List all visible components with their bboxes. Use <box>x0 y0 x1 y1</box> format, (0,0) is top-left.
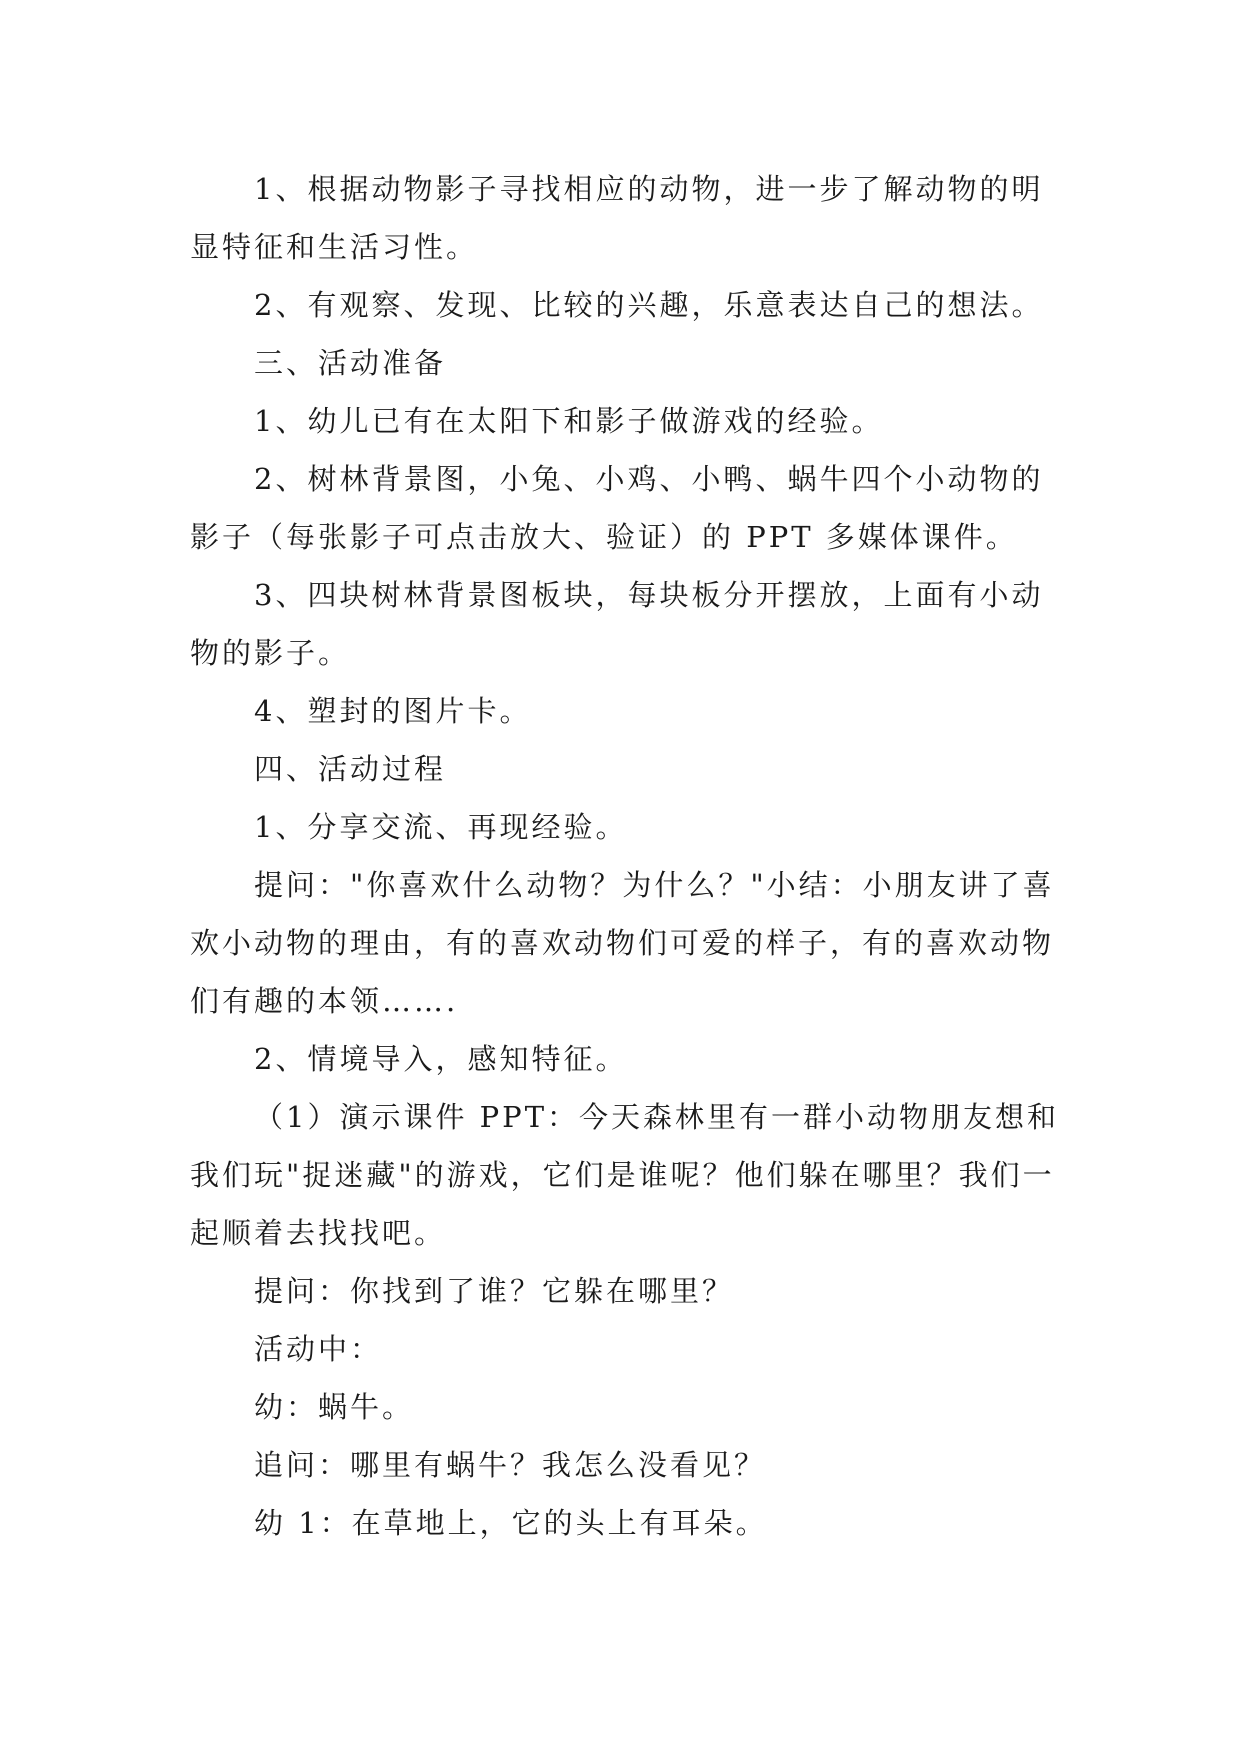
paragraph: 幼：蜗牛。 <box>254 1390 415 1424</box>
paragraph: 提问：你找到了谁？它躲在哪里？ <box>254 1274 735 1308</box>
paragraph: 2、情境导入，感知特征。 <box>254 1042 628 1076</box>
paragraph: 4、塑封的图片卡。 <box>254 694 532 728</box>
paragraph: 活动中： <box>254 1332 383 1366</box>
paragraph: 2、有观察、发现、比较的兴趣，乐意表达自己的想法。 <box>254 288 1044 322</box>
paragraph: （1）演示课件 PPT：今天森林里有一群小动物朋友想和我们玩"捉迷藏"的游戏，它们是谁呢？他们躲在哪里？我们一起顺着去找找吧。 <box>190 1100 1060 1250</box>
paragraph: 2、树林背景图，小兔、小鸡、小鸭、蜗牛四个小动物的影子（每张影子可点击放大、验证）的 PPT 多媒体课件。 <box>190 462 1044 554</box>
paragraph: 1、根据动物影子寻找相应的动物，进一步了解动物的明显特征和生活习性。 <box>190 172 1044 264</box>
paragraph: 1、分享交流、再现经验。 <box>254 810 628 844</box>
section-heading: 四、活动过程 <box>254 752 447 786</box>
paragraph: 1、幼儿已有在太阳下和影子做游戏的经验。 <box>254 404 884 438</box>
section-heading: 三、活动准备 <box>254 346 447 380</box>
document-body <box>190 160 1070 1552</box>
paragraph: 幼 1：在草地上，它的头上有耳朵。 <box>254 1506 768 1540</box>
paragraph: 提问："你喜欢什么动物？为什么？"小结：小朋友讲了喜欢小动物的理由，有的喜欢动物们可爱的样子，有的喜欢动物们有趣的本领……. <box>190 868 1055 1018</box>
paragraph: 追问：哪里有蜗牛？我怎么没看见？ <box>254 1448 767 1482</box>
paragraph: 3、四块树林背景图板块，每块板分开摆放，上面有小动物的影子。 <box>190 578 1044 670</box>
